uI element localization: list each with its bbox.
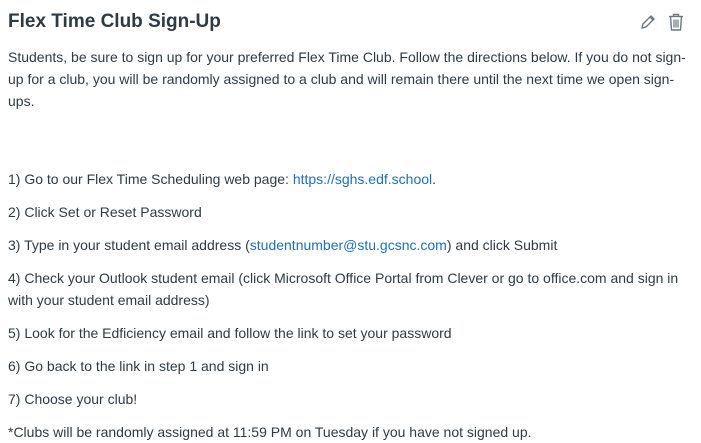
step-5: 5) Look for the Edficiency email and follow the link to set your password — [8, 325, 452, 341]
step-2: 2) Click Set or Reset Password — [8, 204, 202, 220]
announcement-title: Flex Time Club Sign-Up — [8, 11, 221, 32]
announcement-actions — [639, 12, 685, 32]
step-3-end: ) and click Submit — [446, 237, 558, 253]
step-4: 4) Check your Outlook student email (click Microsoft Office Portal from Clever or go to office.com and sign in with your student email address) — [8, 270, 679, 308]
scheduling-link[interactable]: https://sghs.edf.school — [292, 171, 433, 187]
step-1 — [8, 168, 693, 190]
announcement-header — [8, 0, 693, 46]
step-7: 7) Choose your club! — [8, 391, 138, 407]
step-1-end: . — [432, 171, 437, 187]
step-1-text: 1) Go to our Flex Time Scheduling web page: — [8, 171, 293, 187]
trash-icon[interactable] — [667, 12, 685, 32]
step-6: 6) Go back to the link in step 1 and sign in — [8, 358, 269, 374]
student-email-link[interactable]: studentnumber@stu.gcsnc.com — [249, 237, 447, 253]
intro-paragraph: Students, be sure to sign up for your preferred Flex Time Club. Follow the directions below. If you do not sign-up for a club, you will be randomly assigned to a club and will remain there until the next time we open sign-ups. — [8, 49, 686, 109]
assignment-note: *Clubs will be randomly assigned at 11:59 PM on Tuesday if you have not signed up. — [8, 424, 532, 440]
step-3 — [8, 234, 693, 256]
pencil-icon[interactable] — [639, 12, 657, 32]
step-3-text: 3) Type in your student email address ( — [8, 237, 250, 253]
announcement-body — [8, 46, 693, 443]
